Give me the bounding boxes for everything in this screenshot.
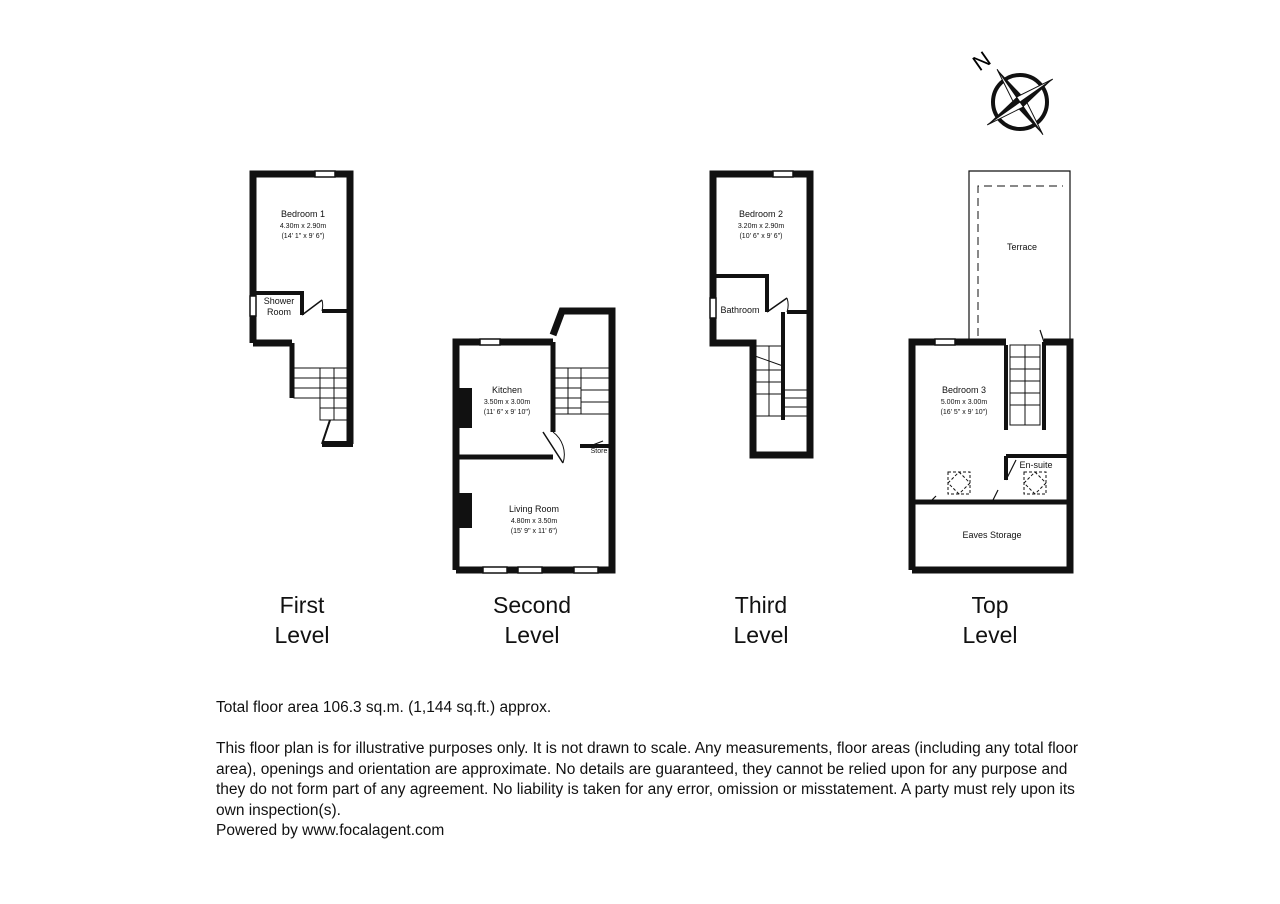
top-level-plan [912,171,1070,570]
room-dim-metric-bedroom-1: 4.30m x 2.90m [279,223,327,230]
room-name-bathroom: Bathroom [720,305,760,315]
first-level-plan [250,171,353,444]
level-label-first [222,590,382,650]
level-label-second-line2: Level [504,622,560,648]
level-label-third-line1: Third [734,592,788,618]
room-dim-imperial-kitchen: (11' 6" x 9' 10") [483,409,531,416]
total-floor-area: Total floor area 106.3 sq.m. (1,144 sq.ft.) approx. [216,699,552,716]
room-name-en-suite: En-suite [1019,460,1053,470]
room-dim-metric-bedroom-3: 5.00m x 3.00m [940,399,988,406]
second-level-plan [456,311,612,573]
level-label-second [452,590,612,650]
third-level-plan [710,171,810,455]
level-label-third [681,590,841,650]
room-name-bedroom-1: Bedroom 1 [280,209,326,219]
room-dim-imperial-bedroom-3: (16' 5" x 9' 10") [940,409,988,416]
level-label-top-line1: Top [971,592,1009,618]
compass-rose-icon [964,46,1075,157]
level-label-third-line2: Level [733,622,789,648]
room-dim-imperial-bedroom-2: (10' 6" x 9' 6") [739,233,783,240]
room-dim-imperial-living-room: (15' 9" x 11' 6") [510,528,558,535]
room-name-eaves-storage: Eaves Storage [962,530,1022,540]
room-name-terrace: Terrace [1006,242,1038,252]
room-dim-metric-living-room: 4.80m x 3.50m [510,518,558,525]
level-label-top-line2: Level [962,622,1018,648]
room-name-shower-room-line1: Shower [263,296,295,306]
room-name-bedroom-2: Bedroom 2 [738,209,784,219]
level-label-first-line1: First [279,592,325,618]
room-name-living-room: Living Room [508,504,560,514]
disclaimer-text: This floor plan is for illustrative purposes only. It is not drawn to scale. Any measurements, floor areas (including any total floor area), openings and orientation are approximate. No details are guaranteed, they cannot be relied upon for any purpose and they do not form part of any agreement. No liability is taken for any error, omission or misstatement. A party must rely upon its own inspection(s). [216,740,1079,819]
compass-north-label: N [967,46,996,76]
room-dim-imperial-bedroom-1: (14' 1" x 9' 6") [281,233,325,240]
powered-by-link[interactable]: Powered by www.focalagent.com [216,822,445,839]
room-dim-metric-kitchen: 3.50m x 3.00m [483,399,531,406]
room-name-store: Store [590,448,608,455]
level-label-second-line1: Second [492,592,571,618]
room-name-bedroom-3: Bedroom 3 [941,385,987,395]
level-label-top [910,590,1070,650]
room-name-kitchen: Kitchen [491,385,523,395]
room-dim-metric-bedroom-2: 3.20m x 2.90m [737,223,785,230]
level-label-first-line2: Level [274,622,330,648]
room-name-shower-room-line2: Room [266,307,292,317]
